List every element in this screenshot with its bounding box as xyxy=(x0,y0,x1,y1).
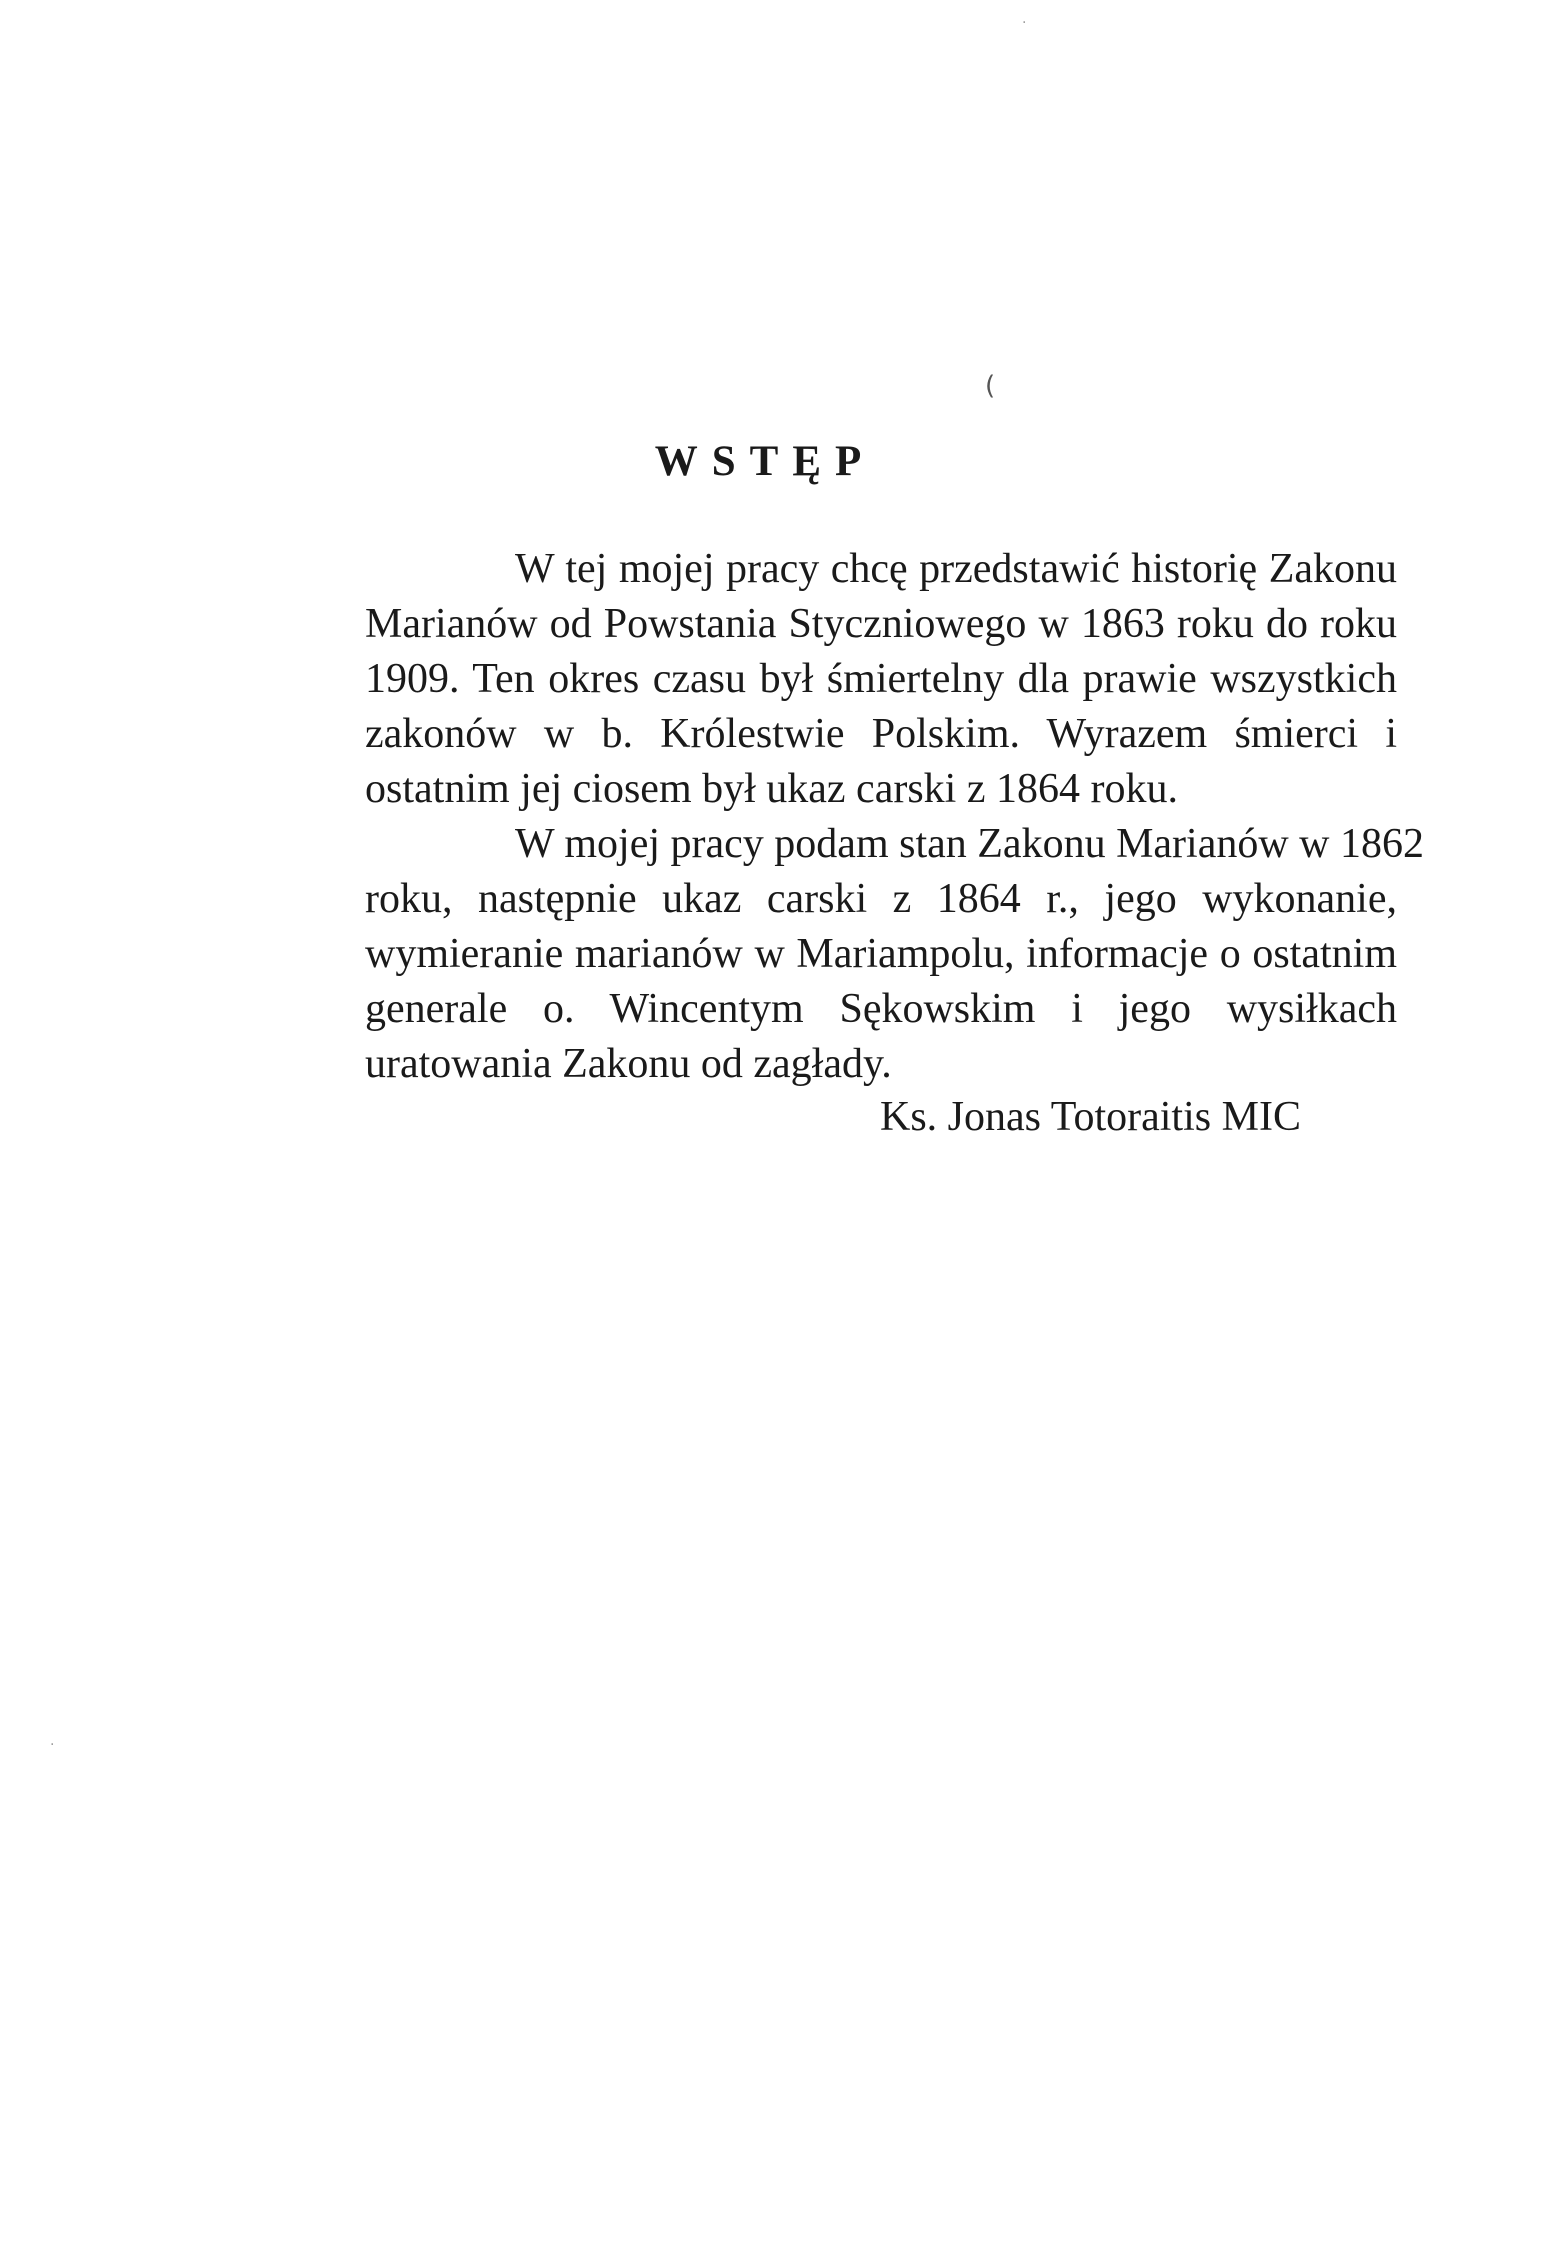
text-line: generale o. Wincentym Sękowskim i jego wysiłkach xyxy=(365,986,1397,1032)
paragraph-2 xyxy=(215,817,1425,1092)
page-title: WSTĘP xyxy=(654,438,876,485)
text-line: ostatnim jej ciosem był ukaz carski z 1864 roku. xyxy=(365,766,1178,812)
text-line: roku, następnie ukaz carski z 1864 r., jego wykonanie, xyxy=(365,876,1397,922)
document-body xyxy=(215,542,1425,1092)
text-line: wymieranie marianów w Mariampolu, informacje o ostatnim xyxy=(365,931,1397,977)
author-signature: Ks. Jonas Totoraitis MIC xyxy=(880,1094,1301,1140)
text-line: uratowania Zakonu od zagłady. xyxy=(365,1041,892,1087)
stray-handwritten-mark: ( xyxy=(985,371,996,401)
paragraph-1 xyxy=(215,542,1397,817)
text-line: W mojej pracy podam stan Zakonu Marianów w 1862 xyxy=(515,821,1425,867)
scan-speck: · xyxy=(50,1737,55,1753)
text-line: zakonów w b. Królestwie Polskim. Wyrazem śmierci i xyxy=(365,711,1397,757)
scan-speck: · xyxy=(1022,15,1027,31)
text-line: 1909. Ten okres czasu był śmiertelny dla prawie wszystkich xyxy=(365,656,1397,702)
text-line: W tej mojej pracy chcę przedstawić historię Zakonu xyxy=(515,546,1397,592)
text-line: Marianów od Powstania Styczniowego w 1863 roku do roku xyxy=(365,601,1397,647)
